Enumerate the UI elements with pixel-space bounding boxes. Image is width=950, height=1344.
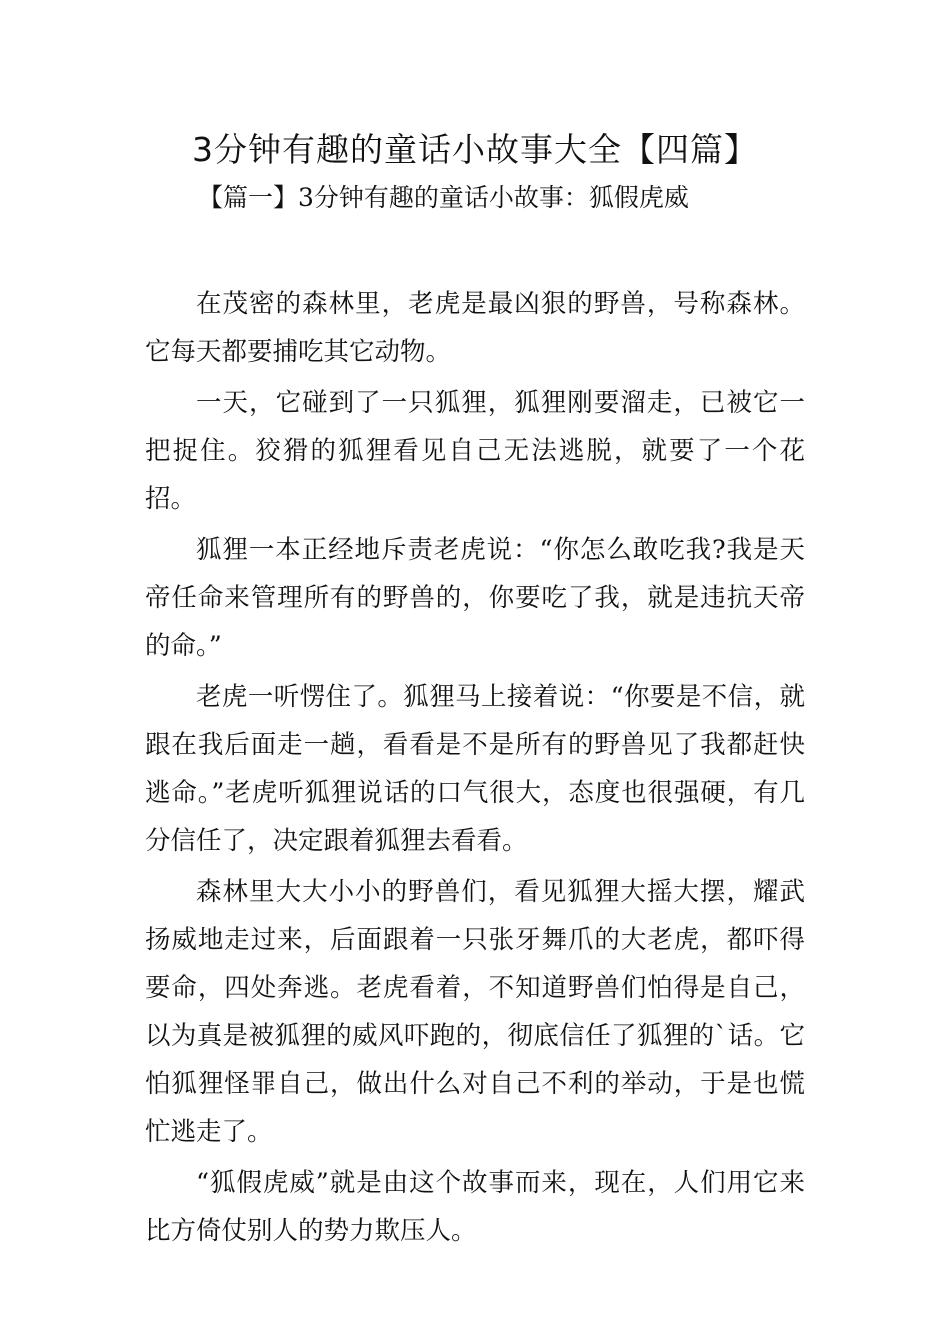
story-body	[145, 280, 805, 1258]
paragraph: 一天，它碰到了一只狐狸，狐狸刚要溜走，已被它一把捉住。狡猾的狐狸看见自己无法逃脱，就要了一个花招。	[145, 388, 805, 514]
section-heading: 【篇一】3分钟有趣的童话小故事：狐假虎威	[198, 183, 689, 212]
paragraph: “狐假虎威”就是由这个故事而来，现在，人们用它来比方倚仗别人的势力欺压人。	[145, 1168, 805, 1246]
paragraph: 老虎一听愣住了。狐狸马上接着说：“你要是不信，就跟在我后面走一趟，看看是不是所有的野兽见了我都赶快逃命。”老虎听狐狸说话的口气很大，态度也很强硬，有几分信任了，决定跟着狐狸去看看。	[145, 682, 805, 856]
document-title: 3分钟有趣的童话小故事大全【四篇】	[192, 130, 758, 169]
paragraph: 森林里大大小小的野兽们，看见狐狸大摇大摆，耀武扬威地走过来，后面跟着一只张牙舞爪的大老虎，都吓得要命，四处奔逃。老虎看着，不知道野兽们怕得是自己，以为真是被狐狸的威风吓跑的，彻底信任了狐狸的`话。它怕狐狸怪罪自己，做出什么对自己不利的举动，于是也慌忙逃走了。	[145, 877, 805, 1147]
paragraph: 在茂密的森林里，老虎是最凶狠的野兽，号称森林。它每天都要捕吃其它动物。	[145, 289, 805, 367]
paragraph: 狐狸一本正经地斥责老虎说：“你怎么敢吃我?我是天帝任命来管理所有的野兽的，你要吃了我，就是违抗天帝的命。”	[145, 535, 805, 661]
